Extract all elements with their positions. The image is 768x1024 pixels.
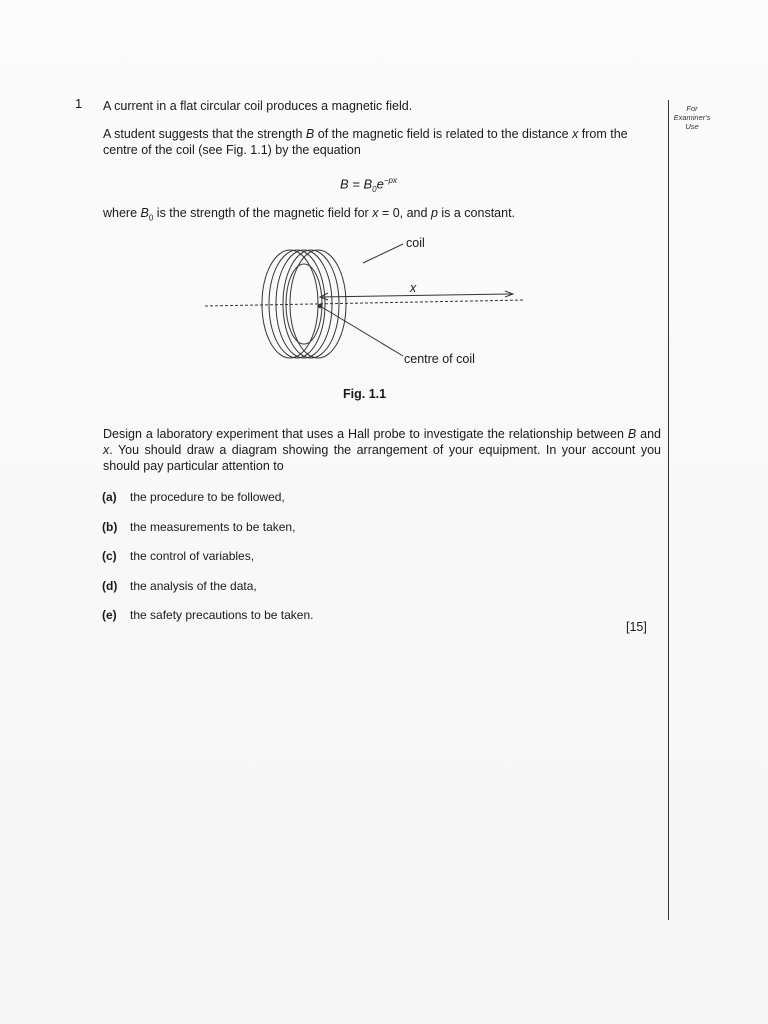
centre-point bbox=[318, 304, 322, 308]
design-text-2: and bbox=[636, 427, 661, 441]
equation bbox=[340, 176, 397, 194]
design-text-3: . You should draw a diagram showing the arrangement of your equipment. In your account you should pay particular attention to bbox=[103, 443, 661, 473]
variable-p: p bbox=[430, 206, 438, 220]
examiner-margin-line bbox=[668, 100, 669, 920]
where-subscript: 0 bbox=[148, 213, 154, 223]
equation-lhs: B = B bbox=[340, 176, 373, 192]
design-instructions bbox=[103, 426, 661, 474]
question-suggestion bbox=[103, 126, 661, 158]
where-text-3: = 0, and bbox=[378, 206, 431, 220]
list-item bbox=[102, 579, 313, 609]
attention-list bbox=[102, 490, 313, 638]
design-text-1: Design a laboratory experiment that uses a Hall probe to investigate the relationship between bbox=[103, 427, 628, 441]
equation-subscript: 0 bbox=[372, 184, 377, 194]
centre-label: centre of coil bbox=[404, 352, 475, 366]
where-text-2: is the strength of the magnetic field for bbox=[153, 206, 373, 220]
variable-x: x bbox=[572, 127, 579, 141]
list-item bbox=[102, 549, 313, 579]
equation-base: e bbox=[376, 176, 384, 192]
axis-line bbox=[205, 300, 525, 306]
variable-B: B bbox=[305, 127, 315, 141]
list-item bbox=[102, 520, 313, 550]
item-text: the control of variables, bbox=[130, 549, 255, 563]
figure-caption: Fig. 1.1 bbox=[343, 387, 387, 401]
marks-allocation: [15] bbox=[626, 620, 647, 634]
where-text-1: where bbox=[103, 206, 141, 220]
item-label: (c) bbox=[102, 549, 117, 563]
examiner-use-label: For Examiner's Use bbox=[673, 104, 711, 131]
variable-B0: B bbox=[140, 206, 149, 220]
x-label: x bbox=[410, 281, 417, 295]
item-text: the safety precautions to be taken. bbox=[130, 608, 314, 622]
list-item bbox=[102, 608, 313, 638]
coil-diagram bbox=[195, 232, 535, 382]
question-intro: A current in a flat circular coil produces a magnetic field. bbox=[103, 99, 413, 113]
suggestion-text-1: A student suggests that the strength bbox=[103, 127, 306, 141]
variable-x: x bbox=[372, 206, 379, 220]
list-item bbox=[102, 490, 313, 520]
x-arrow-line bbox=[320, 294, 513, 297]
item-text: the measurements to be taken, bbox=[130, 519, 296, 534]
item-label: (b) bbox=[102, 519, 118, 534]
centre-leader bbox=[320, 306, 403, 356]
item-text: the procedure to be followed, bbox=[130, 490, 285, 504]
variable-x: x bbox=[103, 443, 110, 457]
where-text-4: is a constant. bbox=[437, 206, 516, 220]
coil-leader bbox=[363, 244, 403, 263]
suggestion-text-2: of the magnetic field is related to the distance bbox=[314, 127, 573, 141]
question-number: 1 bbox=[75, 96, 83, 111]
item-text: the analysis of the data, bbox=[130, 578, 257, 593]
coil-label: coil bbox=[406, 236, 425, 250]
equation-exponent: −px bbox=[383, 176, 397, 185]
coil-turn-3 bbox=[276, 250, 332, 358]
variable-B: B bbox=[627, 427, 637, 441]
item-label: (d) bbox=[102, 578, 118, 593]
where-clause bbox=[103, 205, 661, 227]
suggestion-text-3: from the centre of the coil (see Fig. 1.1) by the equation bbox=[103, 127, 628, 157]
item-label: (e) bbox=[102, 608, 117, 622]
item-label: (a) bbox=[102, 490, 117, 504]
